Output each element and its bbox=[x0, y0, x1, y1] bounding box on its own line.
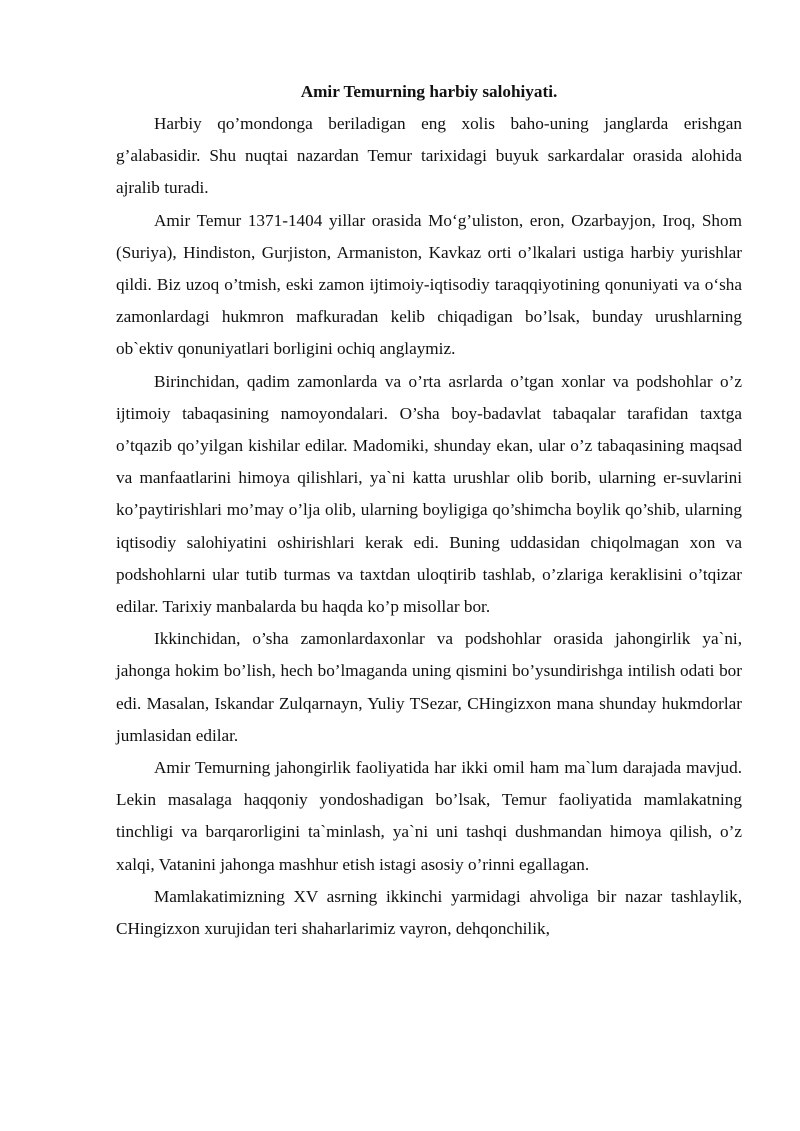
paragraph-5: Amir Temurning jahongirlik faoliyatida har ikki omil ham ma`lum darajada mavjud. Lekin masalaga haqqoniy yondoshadigan bo’lsak, Temur faoliyatida mamlakatning tinchligi va barqarorligini ta`minlash, ya`ni uni tashqi dushmandan himoya qilish, o’z xalqi, Vatanini jahonga mashhur etish istagi asosiy o’rinni egallagan. bbox=[116, 758, 742, 874]
paragraph-3: Birinchidan, qadim zamonlarda va o’rta asrlarda o’tgan xonlar va podshohlar o’z ijtimoiy tabaqasining namoyondalari. O’sha boy-badavlat tabaqalar tarafidan taxtga o’tqazib qo’yilgan kishilar edilar. Madomiki, shunday ekan, ular o’z tabaqasining maqsad va manfaatlarini himoya qilishlari, ya`ni katta urushlar olib borib, ularning er-suvlarini ko’paytirishlari mo’may o’lja olib, ularning boyligiga qo’shimcha boylik qo’shib, ularning iqtisodiy salohiyatini oshirishlari kerak edi. Buning uddasidan chiqolmagan xon va podshohlarni ular tutib turmas va taxtdan uloqtirib tashlab, o’zlariga keraklisini o’tqizar edilar. Tarixiy manbalarda bu haqda ko’p misollar bor. bbox=[116, 371, 742, 617]
document-title: Amir Temurning harbiy salohiyati. bbox=[300, 82, 558, 101]
document-page bbox=[116, 76, 742, 945]
paragraph-2: Amir Temur 1371-1404 yillar orasida Mo‘g’uliston, eron, Ozarbayjon, Iroq, Shom (Suriya), Hindiston, Gurjiston, Armaniston, Kavkaz orti o’lkalari ustiga harbiy yurishlar qildi. Biz uzoq o’tmish, eski zamon ijtimoiy-iqtisodiy taraqqiyotining qonuniyati va o‘sha zamonlardagi hukmron mafkuradan kelib chiqadigan bo’lsak, bunday urushlarning ob`ektiv qonuniyatlari borligini ochiq anglaymiz. bbox=[116, 210, 742, 359]
paragraph-4: Ikkinchidan, o’sha zamonlardaxonlar va podshohlar orasida jahongirlik ya`ni, jahonga hokim bo’lish, hech bo’lmaganda uning qismini bo’ysundirishga intilish odati bor edi. Masalan, Iskandar Zulqarnayn, Yuliy TSezar, CHingizxon mana shunday hukmdorlar jumlasidan edilar. bbox=[116, 629, 742, 745]
paragraph-6: Mamlakatimizning XV asrning ikkinchi yarmidagi ahvoliga bir nazar tashlaylik, CHingizxon xurujidan teri shaharlarimiz vayron, dehqonchilik, bbox=[116, 886, 742, 939]
paragraph-1: Harbiy qo’mondonga beriladigan eng xolis baho-uning janglarda erishgan g’alabasidir. Shu nuqtai nazardan Temur tarixidagi buyuk sarkardalar orasida alohida ajralib turadi. bbox=[116, 114, 742, 198]
